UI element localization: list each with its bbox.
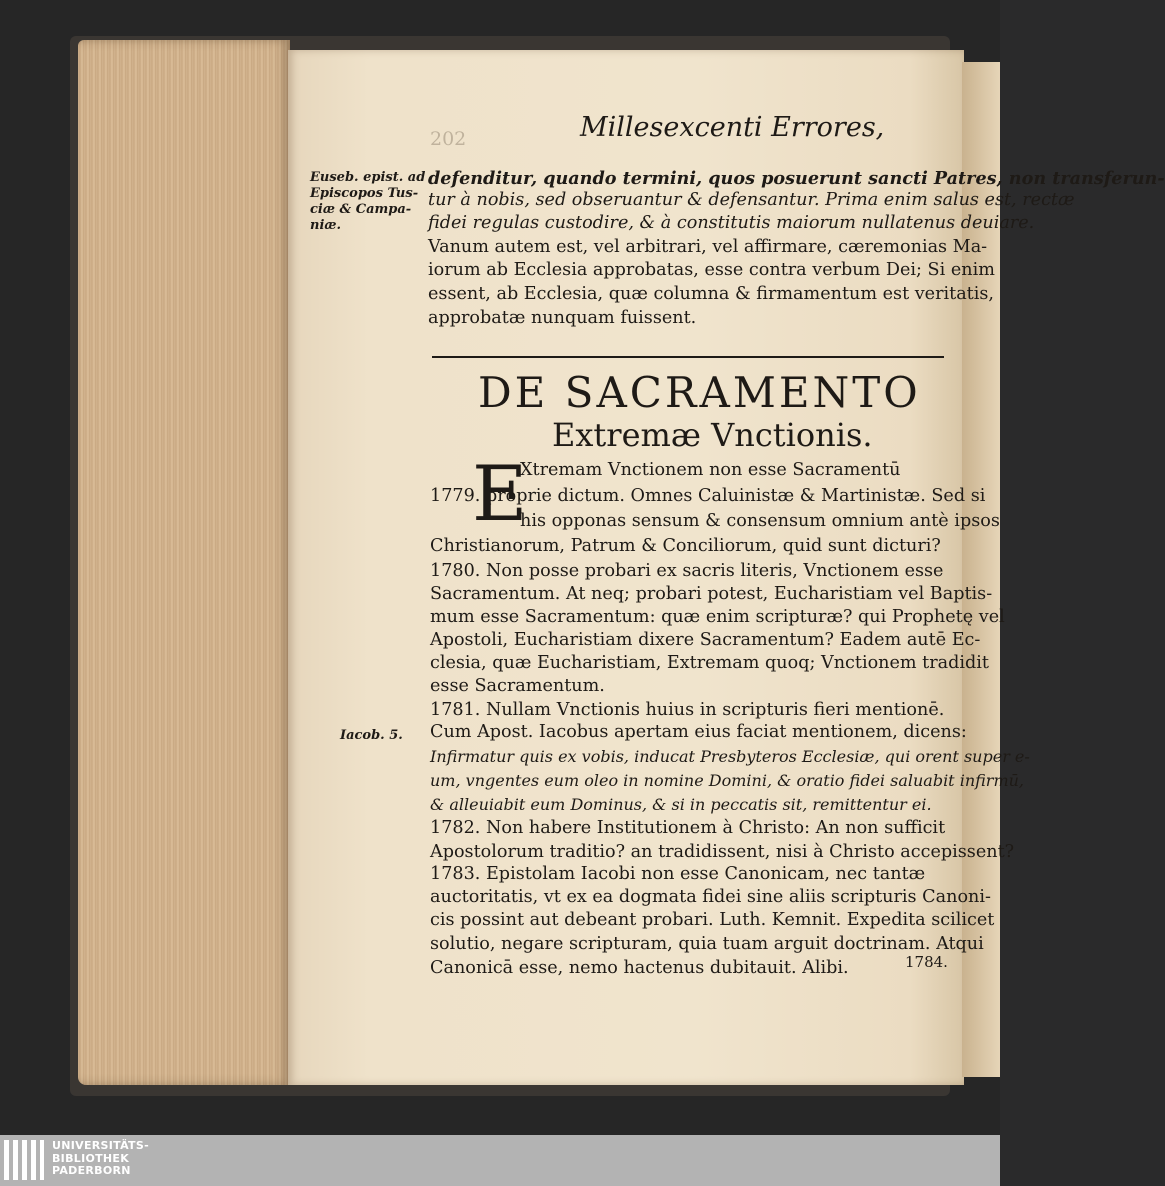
book-fore-edge (78, 40, 290, 1085)
text-line: Sacramentum. At neq; probari potest, Eucharistiam vel Baptis- (430, 584, 993, 604)
text-line: 1783. Epistolam Iacobi non esse Canonicam, nec tantæ (430, 864, 926, 884)
footer-bar (0, 1135, 1000, 1186)
text-line: Apostoli, Eucharistiam dixere Sacramentum? Eadem autē Ec- (430, 630, 981, 650)
text-line: Xtremam Vnctionem non esse Sacramentū (520, 460, 901, 480)
text-line: tur à nobis, sed obseruantur & defensantur. Prima enim salus est, rectæ (428, 190, 1075, 210)
section-subtitle: Extremæ Vnctionis. (552, 416, 873, 454)
text-line: cis possint aut debeant probari. Luth. Kemnit. Expedita scilicet (430, 910, 995, 930)
text-line: solutio, negare scripturam, quia tuam arguit doctrinam. Atqui (430, 934, 984, 954)
catchword: 1784. (905, 953, 948, 971)
text-line: Vanum autem est, vel arbitrari, vel affirmare, cæremonias Ma- (428, 237, 988, 257)
section-title: DE SACRAMENTO (478, 368, 921, 417)
text-line: essent, ab Ecclesia, quæ columna & firmamentum est veritatis, (428, 284, 994, 304)
text-line: iorum ab Ecclesia approbatas, esse contra verbum Dei; Si enim (428, 260, 995, 280)
library-logo-icon (4, 1140, 46, 1180)
page-number: 202 (430, 128, 467, 150)
text-line: 1780. Non posse probari ex sacris literis, Vnctionem esse (430, 561, 944, 581)
text-line: & alleuiabit eum Dominus, & si in peccatis sit, remittentur ei. (430, 795, 932, 814)
text-line: Canonicā esse, nemo hactenus dubitauit. Alibi. (430, 958, 849, 978)
text-line: fidei regulas custodire, & à constitutis maiorum nullatenus deuiare. (428, 213, 1035, 233)
text-line: approbatæ nunquam fuissent. (428, 308, 697, 328)
text-line: mum esse Sacramentum: quæ enim scripturæ? qui Prophetę vel (430, 607, 1005, 627)
text-line: 1779. proprie dictum. Omnes Caluinistæ & Martinistæ. Sed si (430, 486, 986, 506)
text-line: clesia, quæ Eucharistiam, Extremam quoq; Vnctionem tradidit (430, 653, 990, 673)
library-name-line: UNIVERSITÄTS- (52, 1139, 149, 1152)
library-name (52, 1140, 149, 1178)
text-line: defenditur, quando termini, quos posuerunt sancti Patres, non transferun- (428, 168, 1165, 189)
drop-cap: E (472, 449, 528, 538)
text-line: esse Sacramentum. (430, 676, 605, 696)
library-name-line: BIBLIOTHEK (52, 1151, 130, 1165)
library-name-line: PADERBORN (52, 1164, 131, 1177)
text-line: um, vngentes eum oleo in nomine Domini, & oratio fidei saluabit infirmū, (430, 771, 1024, 790)
margin-note-episcopos: Episcopos Tus- (310, 186, 419, 201)
margin-note-euseb: Euseb. epist. ad (310, 170, 426, 185)
text-line: his opponas sensum & consensum omnium antè ipsos (520, 511, 1000, 531)
section-rule (432, 356, 944, 358)
text-line: Apostolorum traditio? an tradidissent, nisi à Christo accepissent? (430, 842, 1015, 862)
margin-note-tusciae: ciæ & Campa- (310, 202, 412, 217)
running-title: Millesexcenti Errores, (580, 112, 885, 143)
text-line: Cum Apost. Iacobus apertam eius faciat mentionem, dicens: (430, 722, 967, 742)
text-line: 1781. Nullam Vnctionis huius in scripturis fieri mentionē. (430, 700, 945, 720)
margin-note-campaniae: niæ. (310, 218, 342, 233)
text-line: 1782. Non habere Institutionem à Christo: An non sufficit (430, 818, 946, 838)
text-line: auctoritatis, vt ex ea dogmata fidei sine aliis scripturis Canoni- (430, 887, 991, 907)
text-line: Infirmatur quis ex vobis, inducat Presbyteros Ecclesiæ, qui orent super e- (430, 747, 1030, 766)
text-line: Christianorum, Patrum & Conciliorum, quid sunt dicturi? (430, 536, 941, 556)
margin-note-iacob: Iacob. 5. (340, 728, 403, 743)
